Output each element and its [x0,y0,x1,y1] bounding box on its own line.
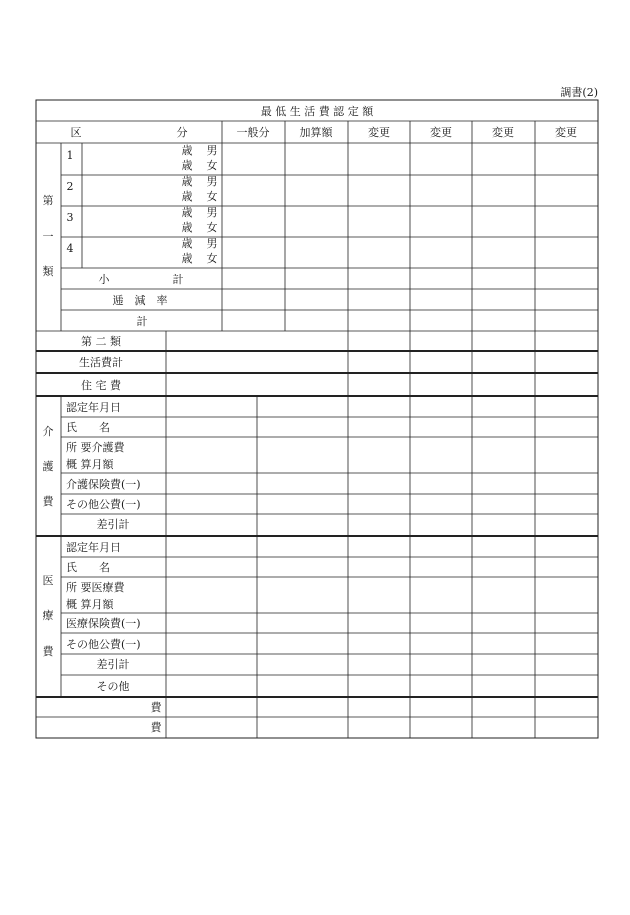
dai1-label-char-1: 第 [42,194,54,207]
member-number: 1 [66,149,74,162]
reduction-rate-label: 逓 減 率 [112,294,168,307]
member-age-unit: 歳 [181,206,193,219]
member-number: 2 [66,180,74,193]
document-id: 調書(2) [560,86,598,99]
member-sex-female: 女 [206,190,218,203]
subtotal-label-right: 計 [172,273,184,286]
member-sex-male: 男 [206,237,218,250]
member-number: 3 [66,211,74,224]
member-age-unit: 歳 [181,175,193,188]
iryo-row-cert-date: 認定年月日 [66,541,121,554]
housing-cost-label: 住 宅 費 [81,379,121,392]
kaigo-row-other-public: その他公費(一) [66,498,141,511]
header-col-change-2: 変更 [430,126,452,139]
member-sex-male: 男 [206,144,218,157]
member-sex-female: 女 [206,159,218,172]
iryo-label-char-1: 医 [42,574,54,587]
member-number: 4 [66,242,74,255]
kaigo-label-char-3: 費 [42,495,54,508]
member-age-unit: 歳 [181,159,193,172]
iryo-row-other: その他 [96,680,130,693]
dai2-label: 第 二 類 [81,335,121,348]
dai1-total-label: 計 [136,315,148,328]
subtotal-label-left: 小 [98,273,110,286]
member-row-1 [67,143,218,172]
member-row-4 [67,236,218,265]
header-col-addition: 加算額 [299,126,333,139]
kaigo-row-required-cost: 所 要介護費 [66,441,125,454]
living-cost-total-label: 生活費計 [79,356,123,369]
kaigo-label-char-1: 介 [42,425,54,438]
header-col-change-1: 変更 [368,126,390,139]
iryo-row-insurance: 医療保険費(一) [66,617,141,630]
member-sex-male: 男 [206,206,218,219]
iryo-row-net-total: 差引計 [96,658,130,671]
member-sex-male: 男 [206,175,218,188]
kaigo-row-net-total: 差引計 [96,518,130,531]
iryo-label-char-2: 療 [42,609,54,622]
header-ku: 区 [70,126,82,139]
form-title: 最 低 生 活 費 認 定 額 [260,105,374,118]
iryo-row-estimated-monthly: 概 算月額 [66,598,114,611]
iryo-label-char-3: 費 [42,645,54,658]
kaigo-label-char-2: 護 [42,460,54,473]
member-age-unit: 歳 [181,144,193,157]
header-col-change-3: 変更 [492,126,514,139]
member-sex-female: 女 [206,221,218,234]
iryo-row-required-cost: 所 要医療費 [66,581,125,594]
iryo-row-other-public: その他公費(一) [66,638,141,651]
iryo-row-name: 氏 名 [66,561,110,574]
footer-row-2-label: 費 [150,721,162,734]
header-bun: 分 [176,126,188,139]
footer-row-1-label: 費 [150,701,162,714]
header-col-general: 一般分 [236,126,270,139]
header-col-change-4: 変更 [555,126,577,139]
member-age-unit: 歳 [181,252,193,265]
member-age-unit: 歳 [181,237,193,250]
kaigo-row-name: 氏 名 [66,421,110,434]
kaigo-row-cert-date: 認定年月日 [66,401,121,414]
member-age-unit: 歳 [181,221,193,234]
member-age-unit: 歳 [181,190,193,203]
dai1-label-char-2: 一 [42,230,54,243]
kaigo-row-estimated-monthly: 概 算月額 [66,458,114,471]
member-row-2 [67,174,218,203]
dai1-label-char-3: 類 [42,265,54,278]
member-sex-female: 女 [206,252,218,265]
member-row-3 [67,205,218,234]
kaigo-row-insurance: 介護保険費(一) [66,478,141,491]
